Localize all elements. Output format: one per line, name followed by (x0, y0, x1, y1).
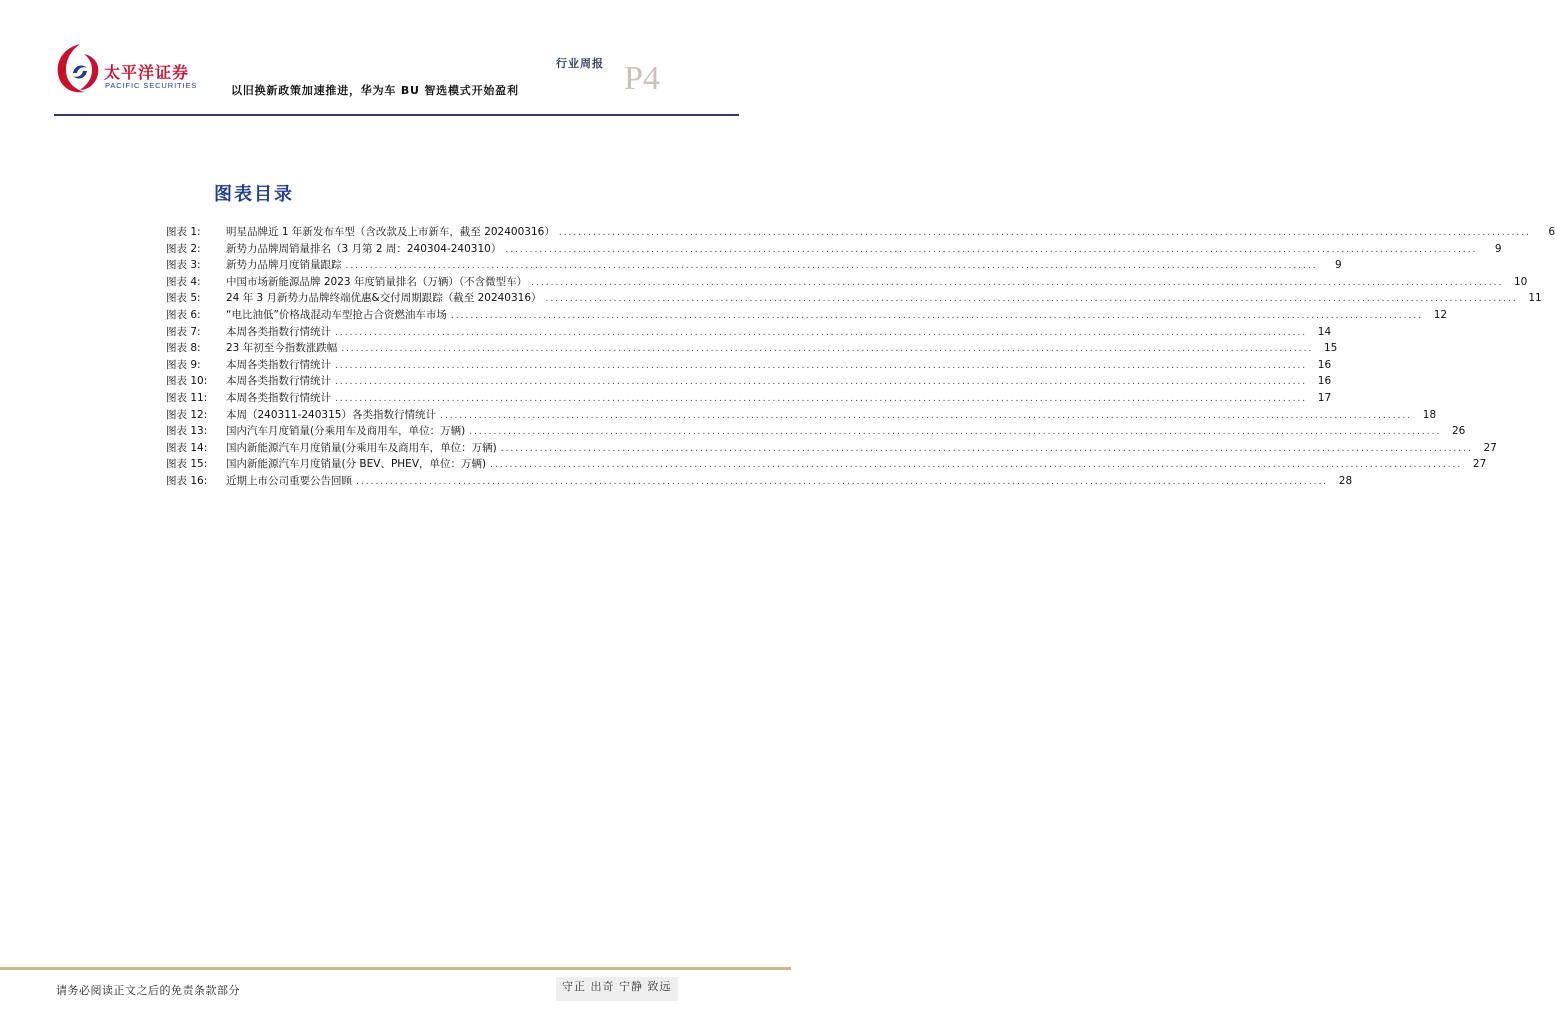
report-type: 行业周报 (556, 57, 604, 70)
toc-entry-page: 15 (1324, 342, 1338, 355)
toc-entry-page: 27 (1483, 441, 1497, 454)
toc-entry[interactable] (166, 440, 1497, 457)
toc-entry[interactable] (166, 307, 1448, 324)
footer-disclaimer: 请务必阅读正文之后的免责条款部分 (56, 984, 240, 997)
toc-dot-leader: ........................................................................................................................................................................................................ (490, 460, 1463, 471)
report-title: 以旧换新政策加速推进，华为车 BU 智选模式开始盈利 (231, 84, 519, 97)
toc-entry[interactable] (166, 407, 1437, 424)
toc-entry[interactable] (166, 340, 1338, 357)
toc-entry-page: 14 (1317, 325, 1332, 338)
toc-entry-label: 图表 4: (166, 275, 201, 288)
toc-entry-label: 图表 14: (166, 441, 208, 454)
toc-entry-page: 12 (1433, 308, 1448, 321)
toc-entry-label: 图表 15: (166, 458, 208, 471)
toc-entry-title: “电比油低”价格战混动车型抢占合资燃油车市场 (226, 308, 447, 321)
toc-entry-page: 11 (1528, 292, 1542, 305)
toc-dot-leader: ........................................................................................................................................................................................................ (341, 344, 1314, 355)
toc-entry-title: 本周各类指数行情统计 (226, 358, 331, 371)
toc-heading: 图表目录 (214, 184, 294, 205)
toc-dot-leader: ........................................................................................................................................................................................................ (345, 261, 1318, 272)
toc-entry[interactable] (166, 290, 1542, 307)
toc-entry-page: 26 (1452, 425, 1466, 438)
toc-dot-leader: ........................................................................................................................................................................................................ (558, 228, 1531, 238)
toc-entry[interactable] (166, 373, 1332, 390)
toc-entry-title: 国内新能源汽车月度销量(分 BEV、PHEV，单位：万辆) (226, 458, 487, 471)
toc-entry[interactable] (166, 257, 1342, 274)
toc-entry-title: 新势力品牌月度销量跟踪 (226, 259, 342, 272)
toc-entry-title: 本周（240311-240315）各类指数行情统计 (226, 408, 436, 421)
toc-entry-page: 16 (1317, 375, 1332, 388)
toc-dot-leader: ........................................................................................................................................................................................................ (335, 393, 1308, 404)
toc-entry-label: 图表 13: (166, 425, 208, 438)
toc-list (166, 224, 1555, 490)
toc-entry-title: 国内新能源汽车月度销量(分乘用车及商用车，单位：万辆) (226, 441, 497, 454)
toc-dot-leader: ........................................................................................................................................................................................................ (545, 294, 1518, 305)
toc-entry-title: 23 年初至今指数涨跌幅 (226, 342, 338, 355)
toc-entry-label: 图表 5: (166, 292, 201, 305)
toc-entry[interactable] (166, 456, 1487, 473)
toc-entry-page: 16 (1317, 358, 1332, 371)
toc-entry-page: 28 (1338, 474, 1353, 487)
footer-divider (0, 967, 791, 970)
toc-entry-title: 本周各类指数行情统计 (226, 391, 331, 404)
toc-entry-title: 明星品牌近 1 年新发布车型（含改款及上市新车，截至 202400316） (226, 226, 555, 238)
toc-entry-page: 6 (1548, 226, 1555, 238)
company-logo (54, 40, 214, 96)
toc-dot-leader: ........................................................................................................................................................................................................ (531, 277, 1504, 288)
toc-entry-page: 9 (1334, 259, 1342, 272)
brand-name-cn: 太平洋证券 (104, 63, 190, 82)
toc-entry-label: 图表 1: (166, 226, 201, 238)
toc-entry-label: 图表 12: (166, 408, 208, 421)
toc-entry-label: 图表 7: (166, 325, 201, 338)
toc-entry-title: 新势力品牌周销量排名（3 月第 2 周：240304-240310） (226, 242, 502, 255)
toc-entry-label: 图表 9: (166, 358, 201, 371)
footer-motto: 守正 出奇 宁静 致远 (556, 977, 678, 1001)
page-number: P4 (624, 60, 660, 97)
toc-entry-title: 国内汽车月度销量(分乘用车及商用车，单位：万辆) (226, 425, 466, 438)
toc-dot-leader: ........................................................................................................................................................................................................ (439, 410, 1413, 421)
toc-entry-page: 27 (1472, 458, 1487, 471)
toc-dot-leader: ........................................................................................................................................................................................................ (469, 427, 1442, 438)
toc-entry-title: 本周各类指数行情统计 (226, 325, 331, 338)
toc-entry[interactable] (166, 390, 1332, 407)
toc-entry-title: 本周各类指数行情统计 (226, 375, 331, 388)
toc-dot-leader: ........................................................................................................................................................................................................ (335, 360, 1308, 371)
pacific-logo-icon (54, 40, 102, 96)
toc-dot-leader: ........................................................................................................................................................................................................ (505, 244, 1478, 255)
toc-entry[interactable] (166, 274, 1528, 291)
toc-dot-leader: ........................................................................................................................................................................................................ (356, 476, 1329, 487)
toc-entry[interactable] (166, 357, 1332, 374)
toc-dot-leader: ........................................................................................................................................................................................................ (500, 443, 1473, 454)
toc-entry[interactable] (166, 324, 1332, 341)
toc-entry-title: 24 年 3 月新势力品牌终端优惠&交付周期跟踪（截至 20240316） (226, 292, 542, 305)
toc-entry-label: 图表 11: (166, 391, 208, 404)
toc-dot-leader: ........................................................................................................................................................................................................ (450, 310, 1424, 321)
toc-entry-label: 图表 3: (166, 259, 201, 272)
toc-entry[interactable] (166, 423, 1466, 440)
toc-entry[interactable] (166, 241, 1502, 258)
toc-entry-page: 17 (1317, 391, 1332, 404)
toc-entry-page: 10 (1513, 275, 1528, 288)
toc-entry[interactable] (166, 224, 1555, 241)
toc-entry-label: 图表 6: (166, 308, 201, 321)
toc-entry-title: 中国市场新能源品牌 2023 年度销量排名（万辆）（不含微型车） (226, 275, 528, 288)
toc-dot-leader: ........................................................................................................................................................................................................ (335, 377, 1308, 388)
toc-entry-label: 图表 16: (166, 474, 208, 487)
toc-entry-label: 图表 10: (166, 375, 208, 388)
toc-entry-page: 9 (1494, 242, 1502, 255)
toc-entry-label: 图表 2: (166, 242, 201, 255)
toc-dot-leader: ........................................................................................................................................................................................................ (335, 327, 1308, 338)
toc-entry[interactable] (166, 473, 1353, 490)
toc-entry-label: 图表 8: (166, 342, 201, 355)
toc-entry-title: 近期上市公司重要公告回顾 (226, 474, 352, 487)
header-divider (54, 114, 739, 116)
brand-name-en: PACIFIC SECURITIES (105, 81, 198, 90)
toc-entry-page: 18 (1422, 408, 1437, 421)
